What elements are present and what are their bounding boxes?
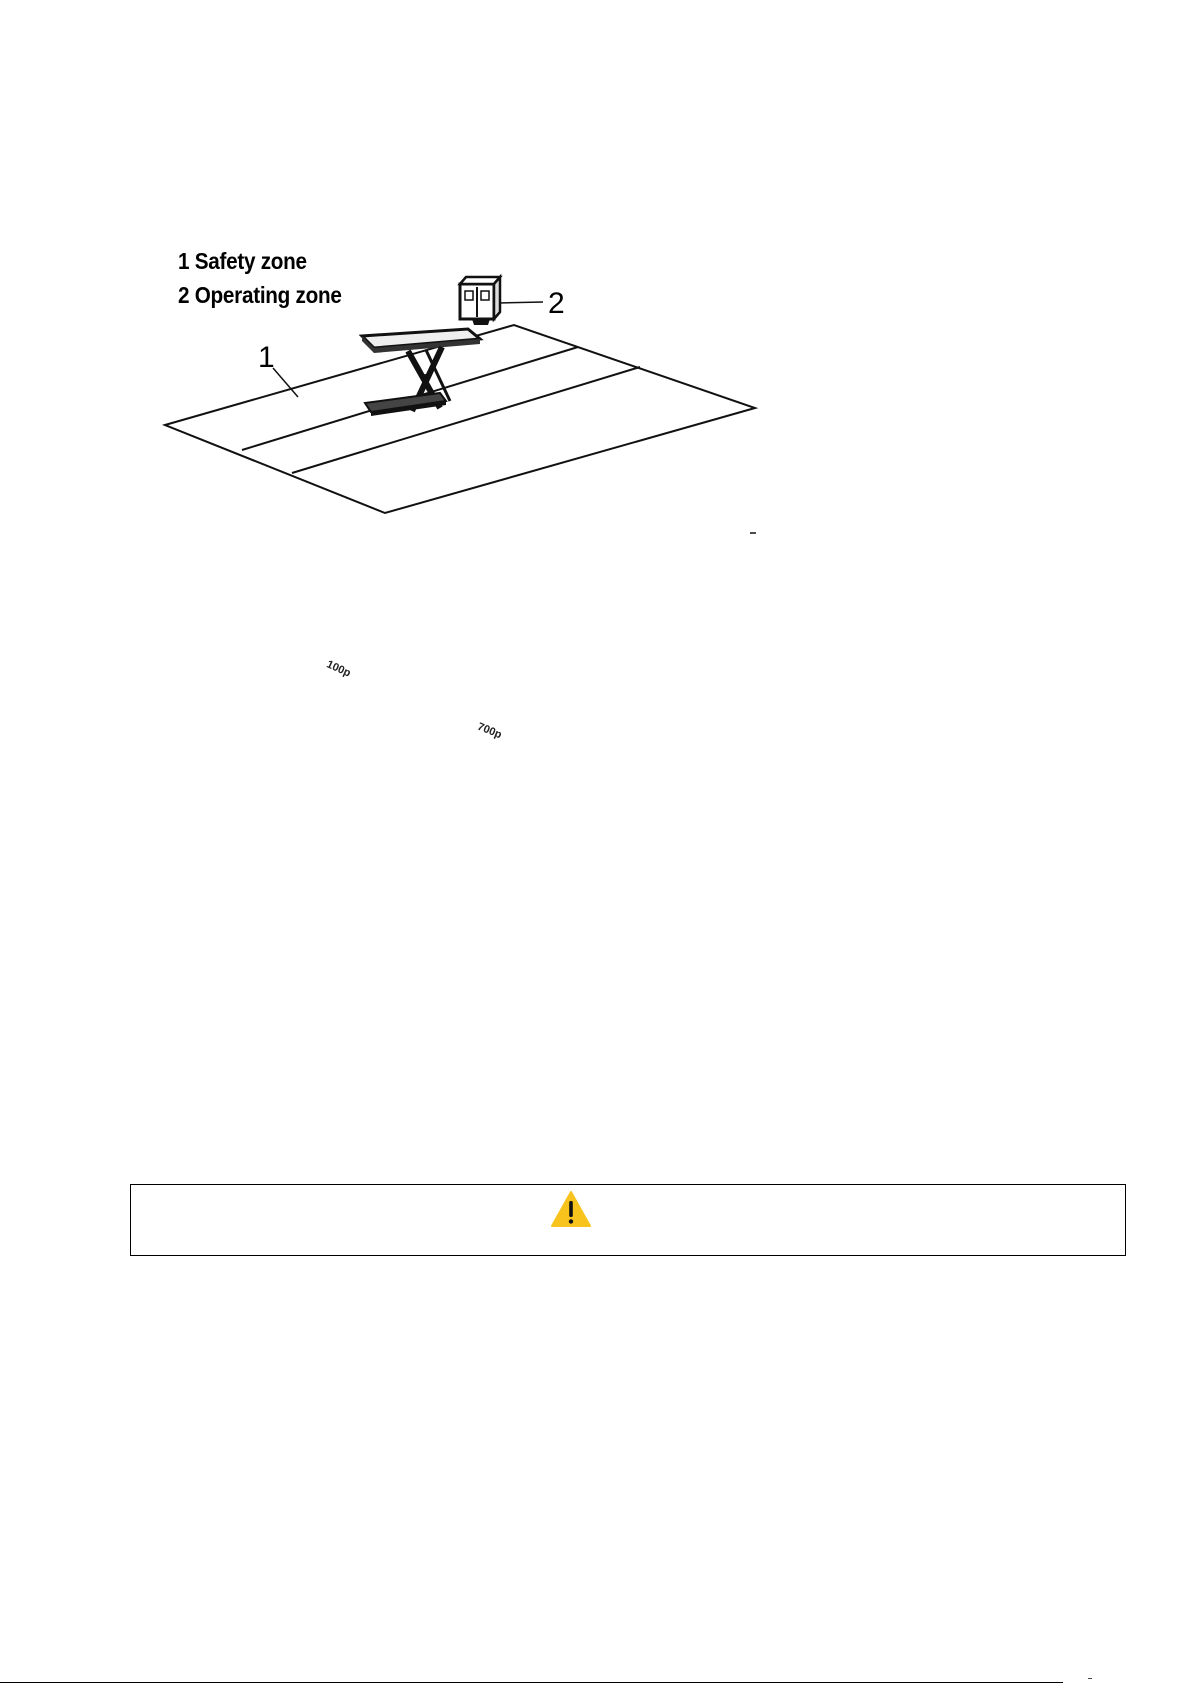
footer-mark — [1088, 1678, 1092, 1679]
dimension-label-short: 100p — [324, 658, 353, 680]
callout-2-leader — [498, 302, 543, 303]
warning-box — [130, 1184, 1126, 1256]
scissor-lift — [362, 329, 480, 416]
footer-rule — [0, 1682, 1063, 1683]
safety-zone-floor-outline — [165, 325, 755, 513]
lane-line-2 — [292, 367, 640, 473]
dimension-label-long: 700p — [475, 720, 504, 742]
control-console — [460, 277, 500, 325]
warning-triangle-icon — [550, 1190, 592, 1228]
legend-item-operating-zone: 2 Operating zone — [178, 282, 342, 308]
callout-safety-zone: 1 — [258, 341, 275, 374]
callout-operating-zone: 2 — [548, 287, 565, 320]
legend-item-safety-zone: 1 Safety zone — [178, 248, 307, 274]
diagram-legend — [178, 244, 342, 312]
